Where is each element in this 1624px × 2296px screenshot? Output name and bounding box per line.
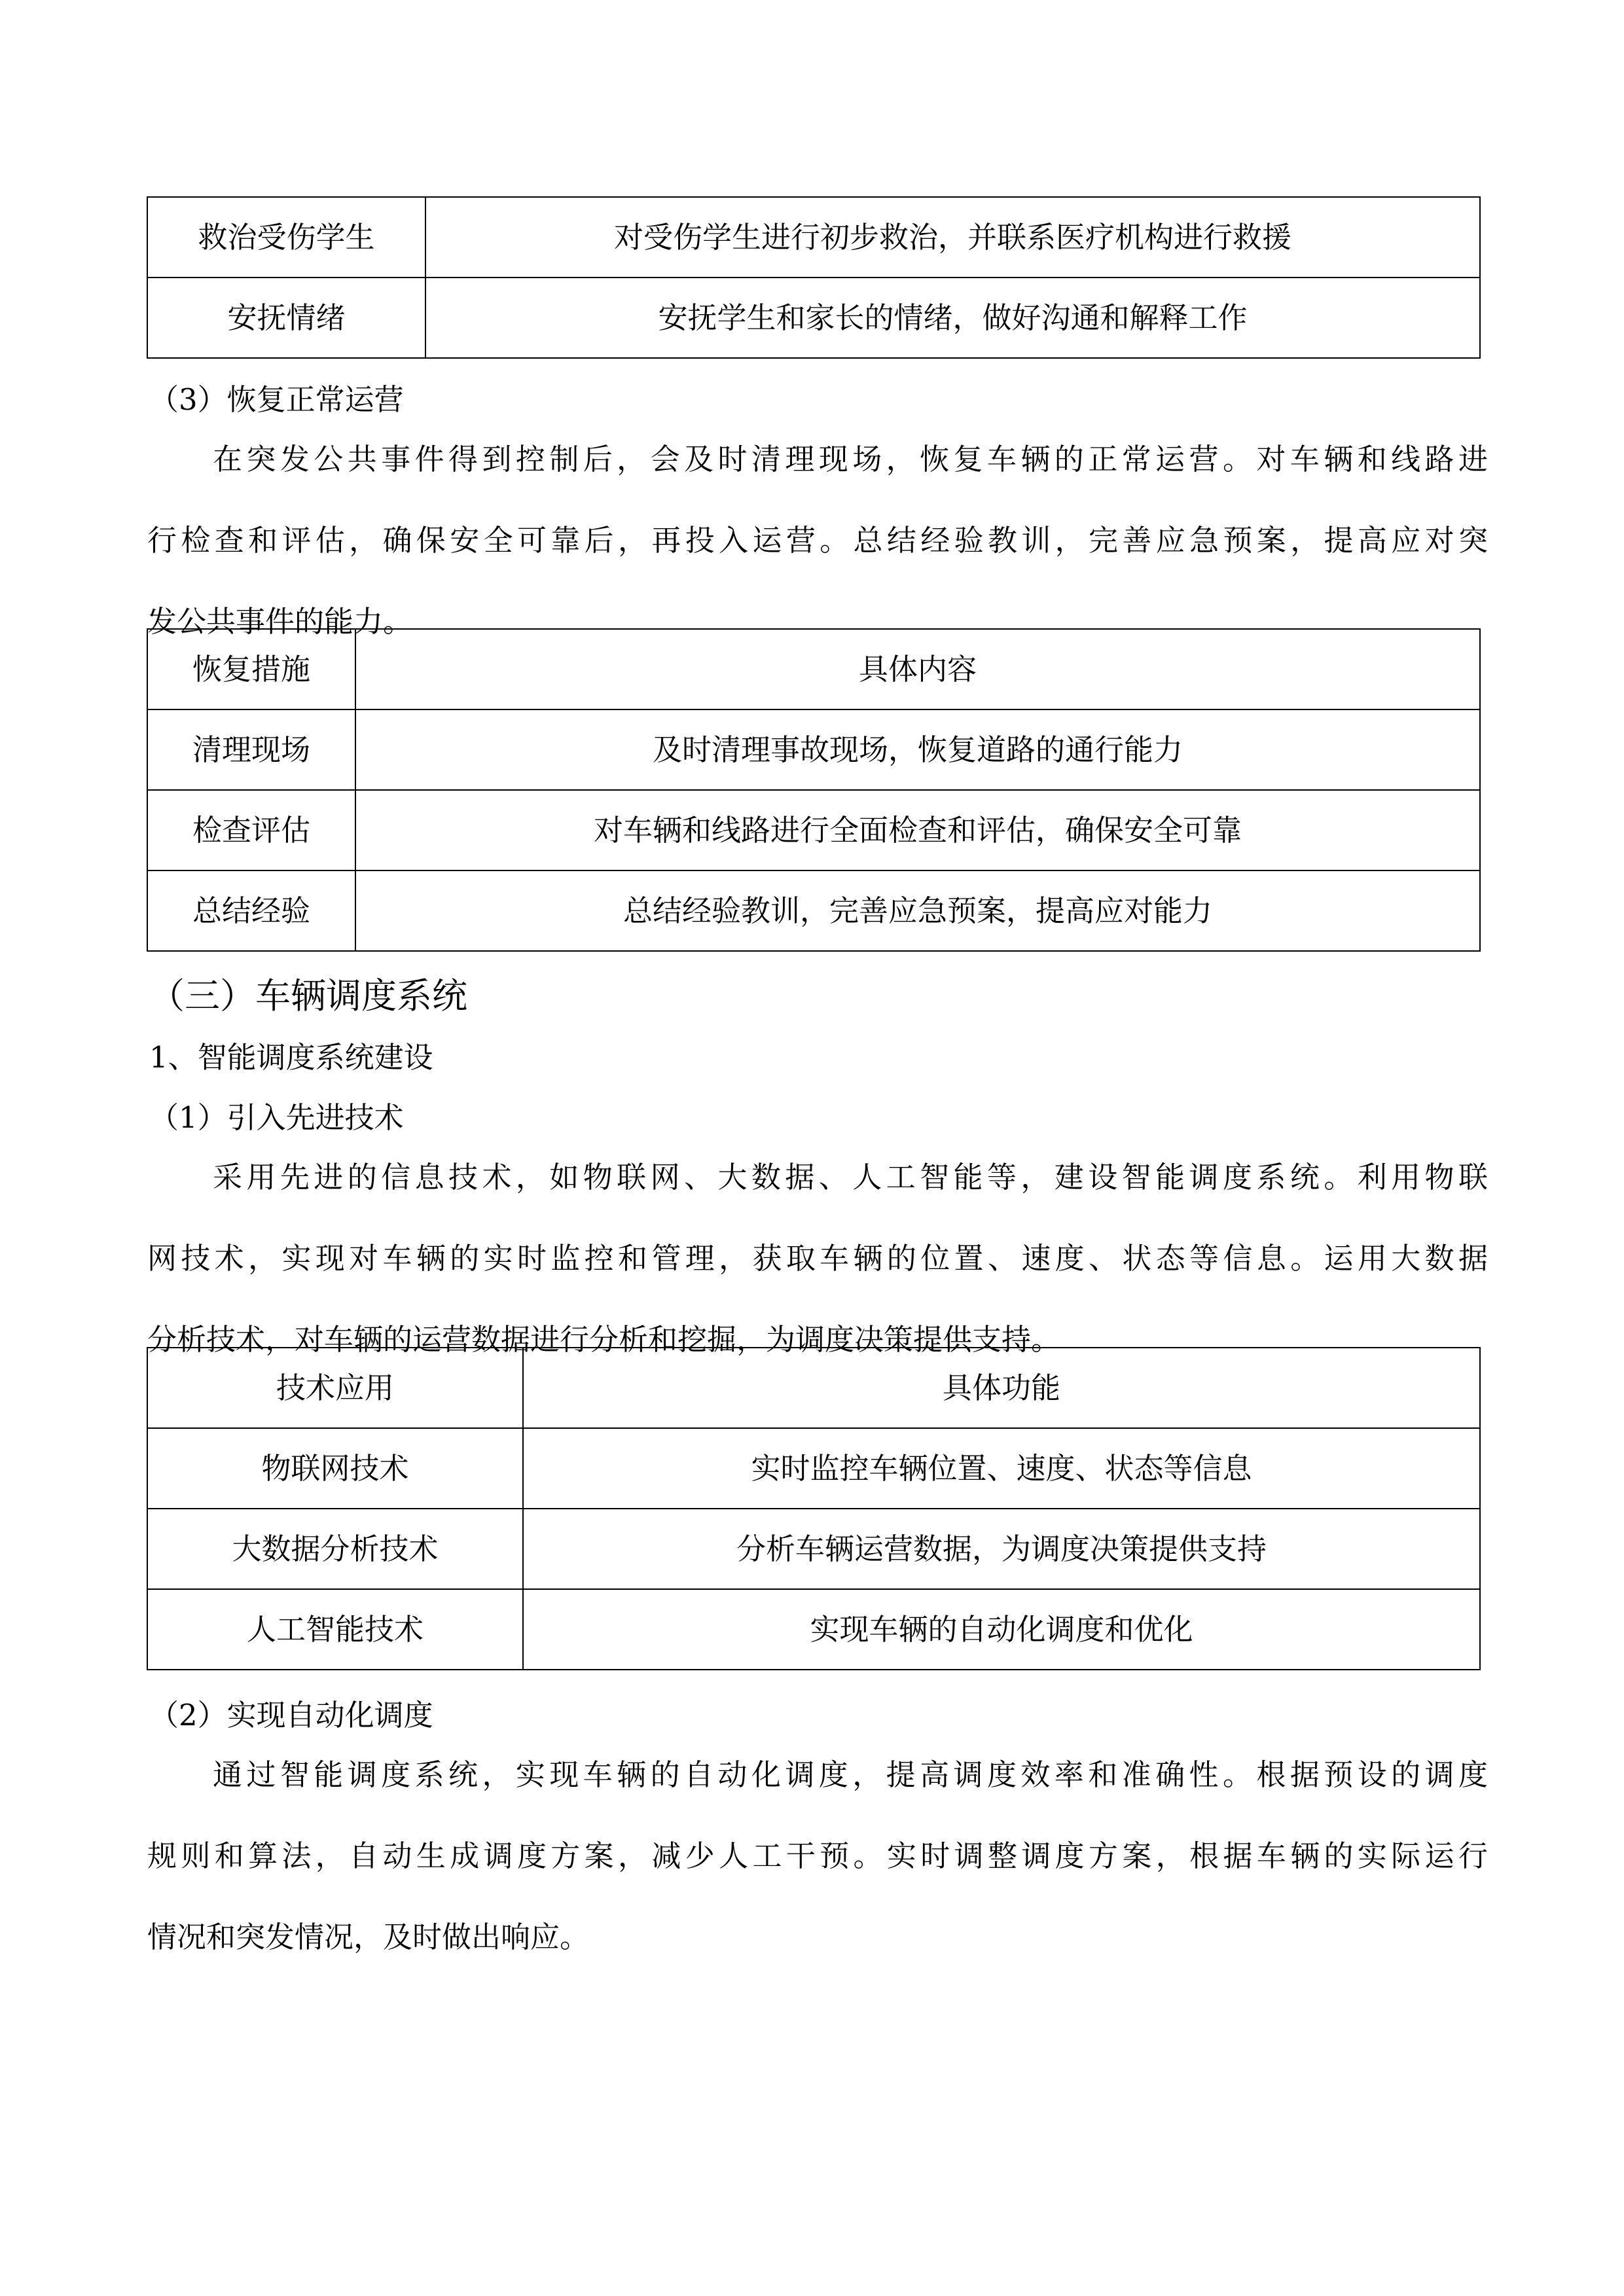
table-cell: 总结经验教训，完善应急预案，提高应对能力 <box>355 870 1480 951</box>
paragraph-line: 发公共事件的能力。 <box>147 604 413 639</box>
subsection-heading: 1、智能调度系统建设 <box>149 1040 433 1075</box>
table-header-row <box>147 629 1480 709</box>
paragraph-line: 采用先进的信息技术，如物联网、大数据、人工智能等，建设智能调度系统。利用物联 <box>213 1160 1488 1194</box>
technology-table <box>147 1347 1481 1670</box>
recover-paragraph <box>147 419 1488 662</box>
table-row <box>147 197 1480 278</box>
item-heading: （2）实现自动化调度 <box>149 1698 433 1732</box>
tech-paragraph <box>147 1137 1488 1380</box>
table-row <box>147 870 1480 951</box>
table-cell: 安抚学生和家长的情绪，做好沟通和解释工作 <box>425 278 1480 358</box>
paragraph-line: 情况和突发情况，及时做出响应。 <box>147 1920 590 1954</box>
table-cell: 救治受伤学生 <box>147 197 425 278</box>
table-cell: 安抚情绪 <box>147 278 425 358</box>
table-header-cell: 恢复措施 <box>147 629 355 709</box>
table-cell: 总结经验 <box>147 870 355 951</box>
table-row <box>147 709 1480 790</box>
auto-dispatch-paragraph <box>147 1734 1488 1978</box>
table-row <box>147 1509 1480 1589</box>
table-cell: 物联网技术 <box>147 1428 523 1509</box>
rescue-measures-table <box>147 196 1481 359</box>
table-cell: 实现车辆的自动化调度和优化 <box>523 1589 1480 1670</box>
table-header-cell: 技术应用 <box>147 1348 523 1428</box>
table-cell: 实时监控车辆位置、速度、状态等信息 <box>523 1428 1480 1509</box>
paragraph-line: 分析技术，对车辆的运营数据进行分析和挖掘，为调度决策提供支持。 <box>147 1322 1061 1357</box>
table-row <box>147 1428 1480 1509</box>
paragraph-line: 在突发公共事件得到控制后，会及时清理现场，恢复车辆的正常运营。对车辆和线路进 <box>213 442 1488 476</box>
paragraph-line: 规则和算法，自动生成调度方案，减少人工干预。实时调整调度方案，根据车辆的实际运行 <box>147 1839 1488 1873</box>
table-cell: 对受伤学生进行初步救治，并联系医疗机构进行救援 <box>425 197 1480 278</box>
table-cell: 清理现场 <box>147 709 355 790</box>
paragraph-line: 通过智能调度系统，实现车辆的自动化调度，提高调度效率和准确性。根据预设的调度 <box>213 1757 1488 1792</box>
table-row <box>147 278 1480 358</box>
table-header-cell: 具体内容 <box>355 629 1480 709</box>
recover-heading: （3）恢复正常运营 <box>149 382 404 417</box>
paragraph-line: 行检查和评估，确保安全可靠后，再投入运营。总结经验教训，完善应急预案，提高应对突 <box>147 523 1488 558</box>
recovery-measures-table <box>147 628 1481 952</box>
paragraph-line: 网技术，实现对车辆的实时监控和管理，获取车辆的位置、速度、状态等信息。运用大数据 <box>147 1241 1488 1276</box>
table-cell: 对车辆和线路进行全面检查和评估，确保安全可靠 <box>355 790 1480 870</box>
table-cell: 检查评估 <box>147 790 355 870</box>
table-header-cell: 具体功能 <box>523 1348 1480 1428</box>
table-cell: 及时清理事故现场，恢复道路的通行能力 <box>355 709 1480 790</box>
table-row <box>147 1589 1480 1670</box>
table-header-row <box>147 1348 1480 1428</box>
table-cell: 人工智能技术 <box>147 1589 523 1670</box>
table-cell: 分析车辆运营数据，为调度决策提供支持 <box>523 1509 1480 1589</box>
section-heading: （三）车辆调度系统 <box>149 975 467 1016</box>
item-heading: （1）引入先进技术 <box>149 1100 404 1135</box>
table-row <box>147 790 1480 870</box>
table-cell: 大数据分析技术 <box>147 1509 523 1589</box>
